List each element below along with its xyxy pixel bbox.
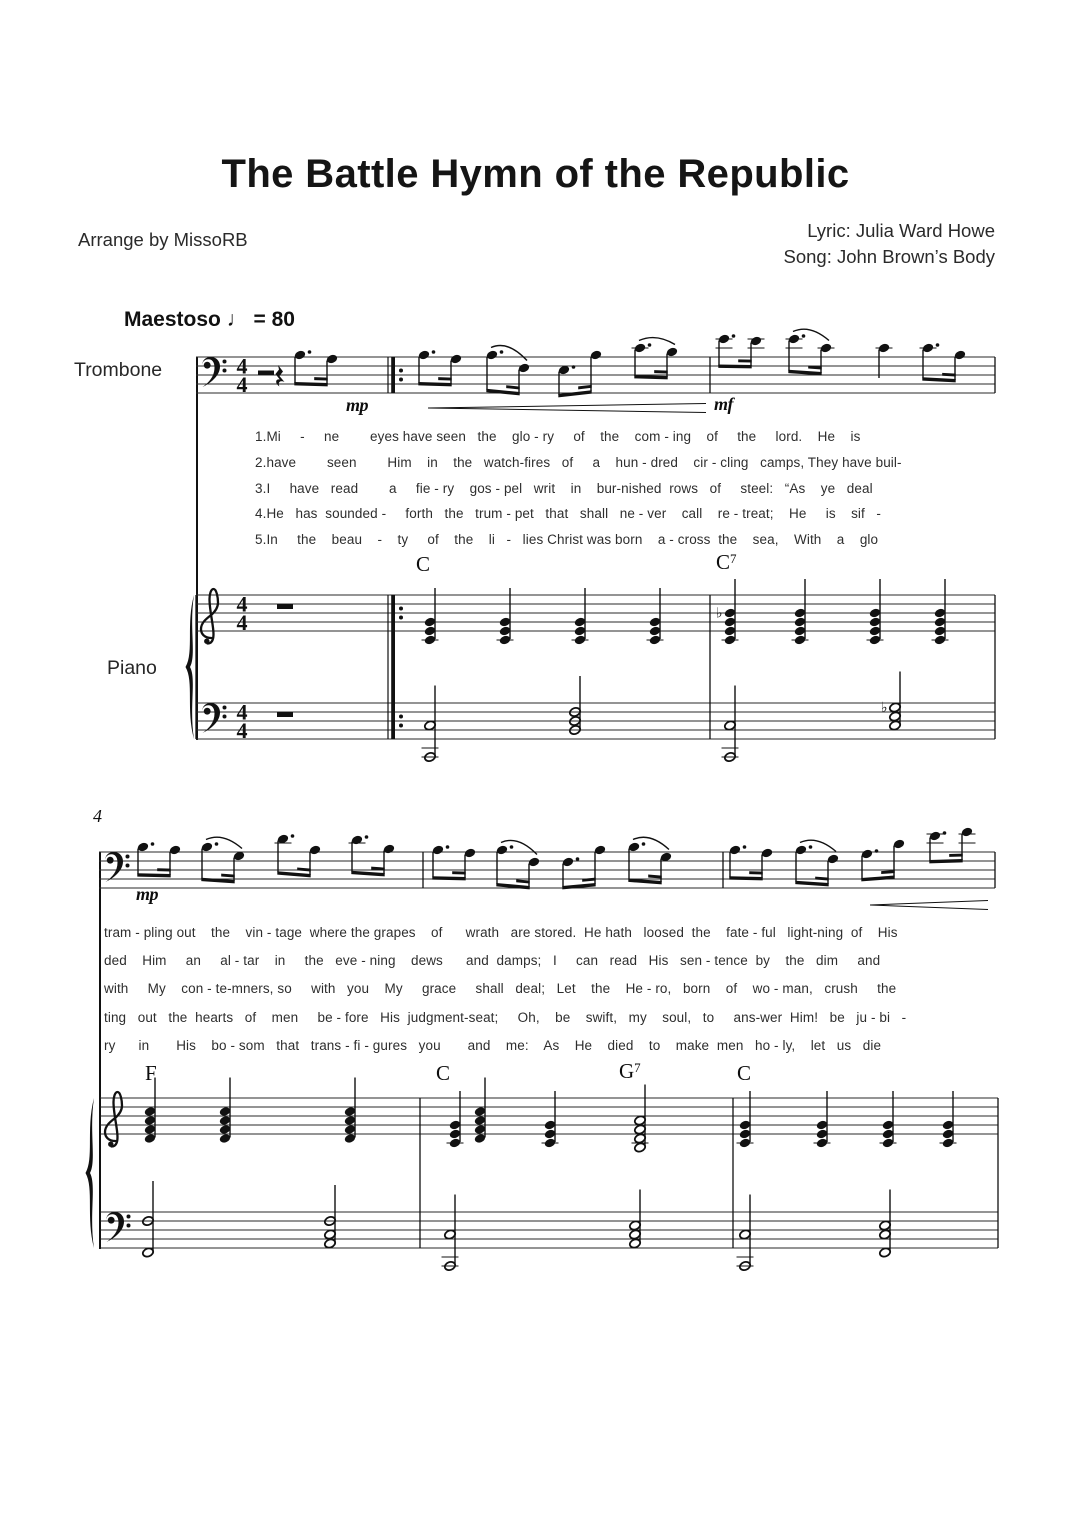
chord-symbol-C7	[716, 550, 737, 575]
svg-text:4: 4	[236, 372, 248, 397]
dynamic-marking-mf-1: mf	[714, 394, 733, 414]
trombone-system-1-svg	[196, 327, 1000, 440]
chord-symbol-C	[416, 552, 430, 577]
chord-symbol-F	[145, 1061, 157, 1086]
lyrics-verse-line-s1-3: 3.I have read a fie - ry gos - pel writ in bur-nished rows of steel: “As ye deal	[255, 480, 873, 496]
lyrics-verse-line-s2-3: with My con - te-mners, so with you My grace shall deal; Let the He - ro, born of wo - man, crush the	[104, 981, 897, 997]
svg-text:4: 4	[236, 591, 248, 617]
measure-number: 4	[93, 806, 102, 826]
chord-symbol-C	[737, 1061, 751, 1086]
instrument-label-piano: Piano	[107, 657, 157, 679]
chord-symbol-G7	[619, 1059, 641, 1084]
svg-text:4: 4	[236, 718, 248, 743]
chord-root: C	[737, 1061, 752, 1085]
chord-quality: 7	[730, 551, 737, 566]
page-title: The Battle Hymn of the Republic	[221, 152, 850, 196]
notation-trombone-system-1	[196, 327, 1000, 440]
lyrics-verse-line-s2-5: ry in His bo - som that trans - fi - gures you and me: As He died to make men ho - ly, let us die	[104, 1037, 882, 1053]
arranger-credit: Arrange by MissoRB	[78, 229, 248, 250]
svg-text:4: 4	[236, 699, 248, 725]
chord-root: G	[619, 1059, 635, 1083]
lyrics-verse-line-s2-1: tram - pling out the vin - tage where the grapes of wrath are stored. He hath loosed the fate - ful light-ning of His	[104, 925, 898, 940]
lyric-credit: Lyric: Julia Ward Howe	[807, 220, 995, 241]
chord-quality: 7	[634, 1060, 641, 1075]
svg-text:4: 4	[236, 610, 248, 635]
lyrics-verse-line-s2-2: ded Him an al - tar in the eve - ning dews and damps; I can read His sen - tence by the dim and	[104, 953, 881, 969]
svg-text:4: 4	[236, 353, 248, 379]
notation-piano-system-2	[85, 1075, 1000, 1290]
notation-piano-system-1	[185, 575, 1000, 780]
chord-root: C	[716, 550, 731, 574]
notation-trombone-system-2	[99, 822, 996, 922]
svg-text:♭: ♭	[716, 605, 723, 622]
instrument-label-trombone: Trombone	[74, 359, 163, 381]
chord-root: C	[436, 1061, 451, 1085]
system-connector-barline-2	[99, 852, 101, 1249]
lyrics-verse-line-s1-1: 1.Mi - ne eyes have seen the glo - ry of the com - ing of the lord. He is	[255, 429, 861, 444]
lyrics-verse-line-s1-4: 4.He has sounded - forth the trum - pet that shall ne - ver call re - treat; He is sif -	[255, 506, 882, 522]
piano-system-2-svg	[85, 1075, 1000, 1290]
svg-text:♭: ♭	[881, 700, 888, 716]
lyrics-verse-line-s1-2: 2.have seen Him in the watch-fires of a hun - dred cir - cling camps, They have buil-	[255, 454, 902, 470]
dynamic-marking-mp-0: mp	[346, 395, 369, 415]
chord-symbol-C	[436, 1061, 450, 1086]
chord-root: F	[145, 1061, 157, 1085]
piano-system-1-svg	[185, 575, 1000, 780]
lyrics-verse-line-s1-5: 5.In the beau - ty of the li - lies Christ was born a - cross the sea, With a glo	[255, 532, 879, 548]
tempo-marking: Maestoso ♩ = 80	[124, 308, 295, 331]
system-connector-barline-1	[196, 357, 198, 740]
lyrics-verse-line-s2-4: ting out the hearts of men be - fore His judgment-seat; Oh, be swift, my soul, to ans-wer Him! be ju - bi -	[104, 1009, 907, 1025]
dynamic-marking-mp-2: mp	[136, 884, 159, 904]
chord-root: C	[416, 552, 431, 576]
song-credit: Song: John Brown’s Body	[783, 245, 995, 267]
trombone-system-2-svg	[99, 822, 996, 922]
